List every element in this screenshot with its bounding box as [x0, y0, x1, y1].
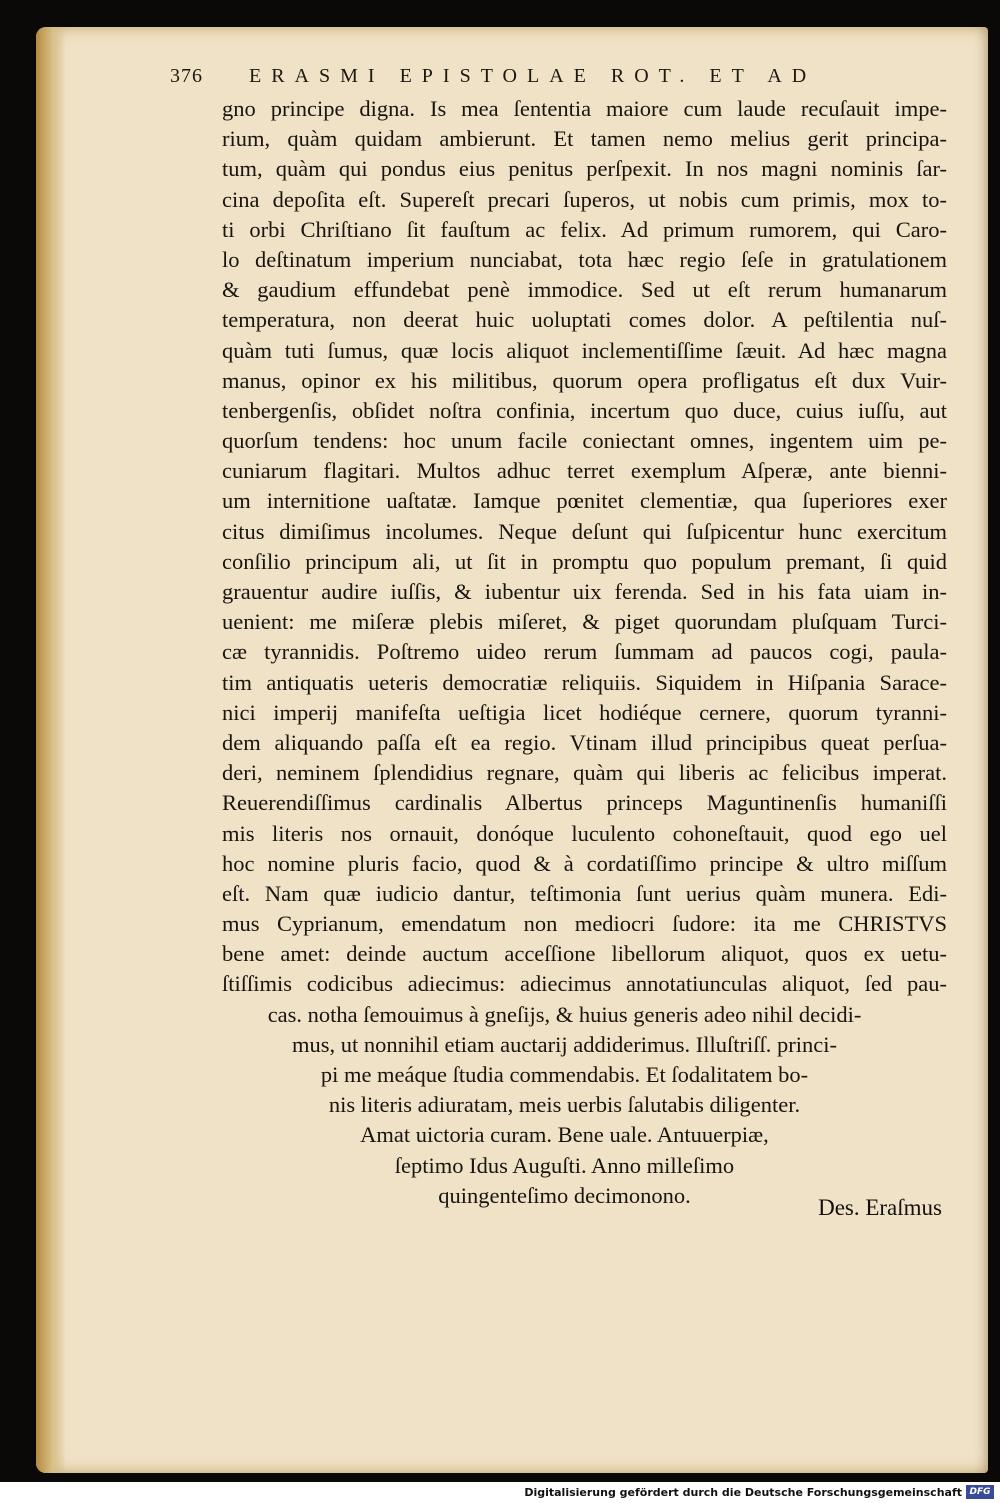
running-head: ERASMI EPISTOLAE ROT. ET AD — [249, 65, 817, 87]
footer-credit: Digitalisierung gefördert durch die Deutsche Forschungsgemeinschaft — [524, 1486, 962, 1499]
text-line: cina depoſita eſt. Supereſt precari ſuperos, ut nobis cum primis, mox to- — [222, 186, 947, 212]
text-line: nici imperij manifeſta ueſtigia licet hodiéque cernere, quorum tyranni- — [222, 699, 947, 725]
text-line: lo deſtinatum imperium nunciabat, tota hæc regio ſeſe in gratulationem — [222, 246, 947, 272]
book-page — [36, 27, 988, 1473]
text-line: Reuerendiſſimus cardinalis Albertus princeps Maguntinenſis humaniſſi — [222, 790, 947, 816]
text-line: eſt. Nam quæ iudicio dantur, teſtimonia ſunt uerius quàm munera. Edi- — [222, 880, 947, 906]
text-line-centered: nis literis adiuratam, meis uerbis ſalutabis diligenter. — [328, 1092, 801, 1118]
text-line: grauentur audire iuſſis, & iubentur uix ferenda. Sed in his fata uiam in- — [222, 579, 947, 604]
text-line: cæ tyrannidis. Poſtremo uideo rerum ſummam ad paucos cogi, paula- — [222, 639, 947, 665]
text-line-centered: ſeptimo Idus Auguſti. Anno milleſimo — [394, 1152, 735, 1178]
text-line: quorſum tendens: hoc unum facile coniectant omnes, ingentem uim pe- — [222, 428, 947, 454]
text-line: citus dimiſimus incolumes. Neque deſunt qui ſuſpicentur hunc exercitum — [222, 518, 947, 544]
text-line: tim antiquatis ueteris democratiæ reliquiis. Siquidem in Hiſpania Sarace- — [222, 669, 947, 695]
text-line: rium, quàm quidam ambierunt. Et tamen nemo melius gerit principa- — [222, 126, 947, 152]
text-line: conſilio principum ali, ut ſit in promptu quo populum premant, ſi quid — [222, 548, 947, 574]
text-line: bene amet: deinde auctum acceſſione libellorum aliquot, quos ex uetu- — [222, 941, 947, 967]
text-line: tenbergenſis, obſidet noſtra confinia, incertum quo duce, cuius iuſſu, aut — [222, 397, 947, 423]
text-line: quàm tuti ſumus, quæ locis aliquot inclementiſſime ſæuit. Ad hæc magna — [222, 337, 947, 363]
text-line-centered: quingenteſimo decimonono. — [438, 1182, 691, 1208]
text-line: & gaudium effundebat penè immodice. Sed ut eſt rerum humanarum — [222, 277, 947, 303]
footer-bar — [0, 1482, 1000, 1503]
text-line: gno principe digna. Is mea ſententia maiore cum laude recuſauit impe- — [222, 96, 947, 121]
page-header — [170, 64, 950, 88]
justified-lines — [222, 94, 947, 1000]
text-line: manus, opinor ex his militibus, quorum opera profligatus eſt dux Vuir- — [222, 367, 947, 393]
text-line-centered: pi me meáque ſtudia commendabis. Et ſodalitatem bo- — [320, 1062, 809, 1087]
text-line: hoc nomine pluris facio, quod & à cordatiſſimo principe & ultro miſſum — [222, 850, 947, 876]
text-line: mus Cyprianum, emendatum non mediocri ſudore: ita me CHRISTVS — [222, 911, 947, 937]
text-line: mis literis nos ornauit, donóque luculento cohoneſtauit, quod ego uel — [222, 820, 947, 846]
text-line: cuniarum flagitari. Multos adhuc terret exemplum Aſperæ, ante bienni- — [222, 458, 947, 484]
text-line: temperatura, non deerat huic uoluptati comes dolor. A peſtilentia nuſ- — [222, 307, 947, 333]
letter-body — [222, 94, 947, 1211]
text-line: um internitione uaſtatæ. Iamque pœnitet clementiæ, qua ſuperiores exer — [222, 488, 947, 514]
dfg-logo: DFG — [966, 1485, 994, 1499]
page-number: 376 — [170, 65, 203, 87]
text-line: uenient: me miſeræ plebis miſeret, & piget quorundam pluſquam Turci- — [222, 609, 947, 635]
text-line-centered: mus, ut nonnihil etiam auctarij addiderimus. Illuſtriſſ. princi- — [292, 1031, 837, 1057]
text-line: ſtiſſimis codicibus adiecimus: adiecimus annotatiunculas aliquot, ſed pau- — [222, 971, 947, 997]
centered-lines — [182, 1000, 947, 1211]
text-line: dem aliquando paſſa eſt ea regio. Vtinam illud principibus queat perſua- — [222, 729, 947, 755]
text-line: tum, quàm qui pondus eius penitus perſpexit. In nos magni nominis ſar- — [222, 156, 947, 182]
text-line: ti orbi Chriſtiano ſit fauſtum ac felix. Ad primum rumorem, qui Caro- — [222, 216, 947, 242]
text-line: deri, neminem ſplendidius regnare, quàm qui liberis ac felicibus imperat. — [222, 760, 947, 786]
page-gutter-shading — [36, 27, 66, 1473]
text-line-centered: Amat uictoria curam. Bene uale. Antuuerpiæ, — [360, 1122, 769, 1148]
text-line-centered: cas. notha ſemouimus à gneſijs, & huius generis adeo nihil decidi- — [267, 1001, 862, 1027]
signature: Des. Eraſmus — [818, 1195, 942, 1220]
